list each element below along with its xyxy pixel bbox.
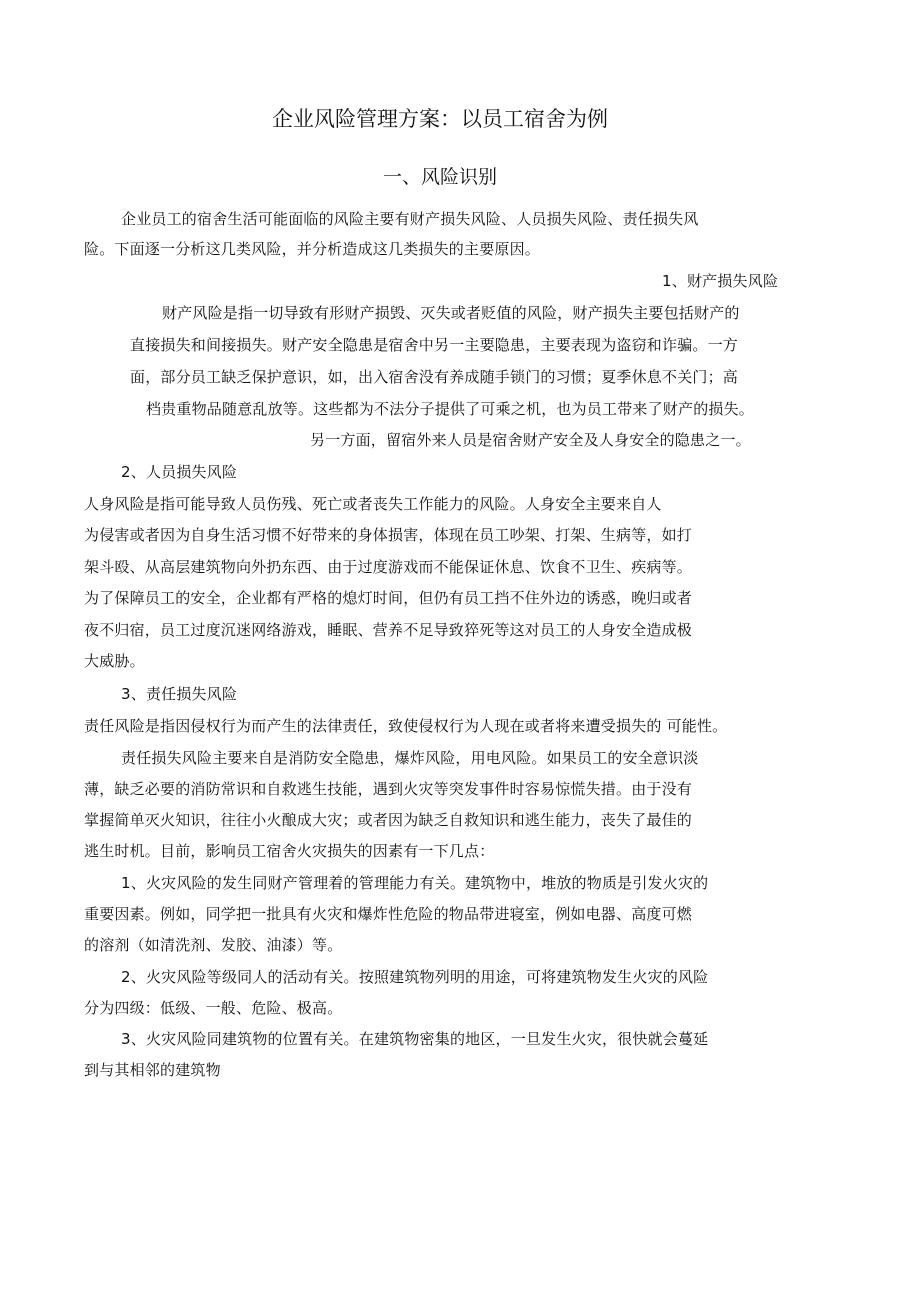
fire-factor-1-line: 的溶剂（如清洗剂、发胶、油漆）等。 bbox=[84, 936, 343, 954]
personnel-line: 夜不归宿，员工过度沉迷网络游戏，睡眠、营养不足导致猝死等这对员工的人身安全造成极 bbox=[84, 621, 693, 639]
fire-factor-1-line: 重要因素。例如，同学把一批具有火灾和爆炸性危险的物品带进寝室，例如电器、高度可燃 bbox=[84, 905, 693, 923]
personnel-line: 为侵害或者因为自身生活习惯不好带来的身体损害，体现在员工吵架、打架、生病等，如打 bbox=[84, 526, 693, 544]
personnel-line: 人身风险是指可能导致人员伤残、死亡或者丧失工作能力的风险。人身安全主要来自人 bbox=[84, 495, 662, 513]
liability-line: 责任损失风险主要来自是消防安全隐患，爆炸风险，用电风险。如果员工的安全意识淡 bbox=[121, 749, 699, 767]
property-line: 直接损失和间接损失。财产安全隐患是宿舍中另一主要隐患，主要表现为盗窃和诈骗。一方 bbox=[130, 336, 739, 354]
section-heading: 一、风险识别 bbox=[382, 166, 497, 188]
liability-line: 掌握简单灭火知识，往往小火酿成大灾；或者因为缺乏自救知识和逃生能力，丧失了最佳的 bbox=[84, 811, 693, 829]
liability-heading: 3、责任损失风险 bbox=[121, 685, 238, 703]
fire-factor-3-line: 3、火灾风险同建筑物的位置有关。在建筑物密集的地区，一旦发生火灾，很快就会蔓延 bbox=[121, 1030, 709, 1048]
property-line: 另一方面，留宿外来人员是宿舍财产安全及人身安全的隐患之一。 bbox=[310, 431, 751, 449]
liability-definition: 责任风险是指因侵权行为而产生的法律责任，致使侵权行为人现在或者将来遭受损失的 可能性。 bbox=[84, 717, 728, 735]
fire-factor-2-line: 2、火灾风险等级同人的活动有关。按照建筑物列明的用途，可将建筑物发生火灾的风险 bbox=[121, 968, 709, 986]
liability-line: 逃生时机。目前，影响员工宿舍火灾损失的因素有一下几点： bbox=[84, 842, 495, 860]
intro-line: 险。下面逐一分析这几类风险，并分析造成这几类损失的主要原因。 bbox=[84, 240, 541, 258]
fire-factor-2-line: 分为四级：低级、一般、危险、极高。 bbox=[84, 999, 343, 1017]
personnel-line: 为了保障员工的安全，企业都有严格的熄灯时间，但仍有员工挡不住外边的诱惑，晚归或者 bbox=[84, 589, 693, 607]
property-heading: 1、财产损失风险 bbox=[662, 272, 779, 290]
personnel-line: 架斗殴、从高层建筑物向外扔东西、由于过度游戏而不能保证休息、饮食不卫生、疾病等。 bbox=[84, 558, 693, 576]
personnel-line: 大威胁。 bbox=[84, 652, 145, 670]
property-line: 财产风险是指一切导致有形财产损毁、灭失或者贬值的风险，财产损失主要包括财产的 bbox=[162, 304, 740, 322]
fire-factor-1-line: 1、火灾风险的发生同财产管理着的管理能力有关。建筑物中，堆放的物质是引发火灾的 bbox=[121, 874, 709, 892]
document-title: 企业风险管理方案：以员工宿舍为例 bbox=[272, 107, 608, 131]
fire-factor-3-line: 到与其相邻的建筑物 bbox=[84, 1061, 221, 1079]
property-line: 面，部分员工缺乏保护意识，如，出入宿舍没有养成随手锁门的习惯；夏季休息不关门；高 bbox=[130, 368, 739, 386]
liability-line: 薄，缺乏必要的消防常识和自救逃生技能，遇到火灾等突发事件时容易惊慌失措。由于没有 bbox=[84, 780, 693, 798]
personnel-heading: 2、人员损失风险 bbox=[121, 463, 238, 481]
intro-line: 企业员工的宿舍生活可能面临的风险主要有财产损失风险、人员损失风险、责任损失风 bbox=[121, 210, 699, 228]
property-line: 档贵重物品随意乱放等。这些都为不法分子提供了可乘之机，也为员工带来了财产的损失。 bbox=[146, 400, 755, 418]
